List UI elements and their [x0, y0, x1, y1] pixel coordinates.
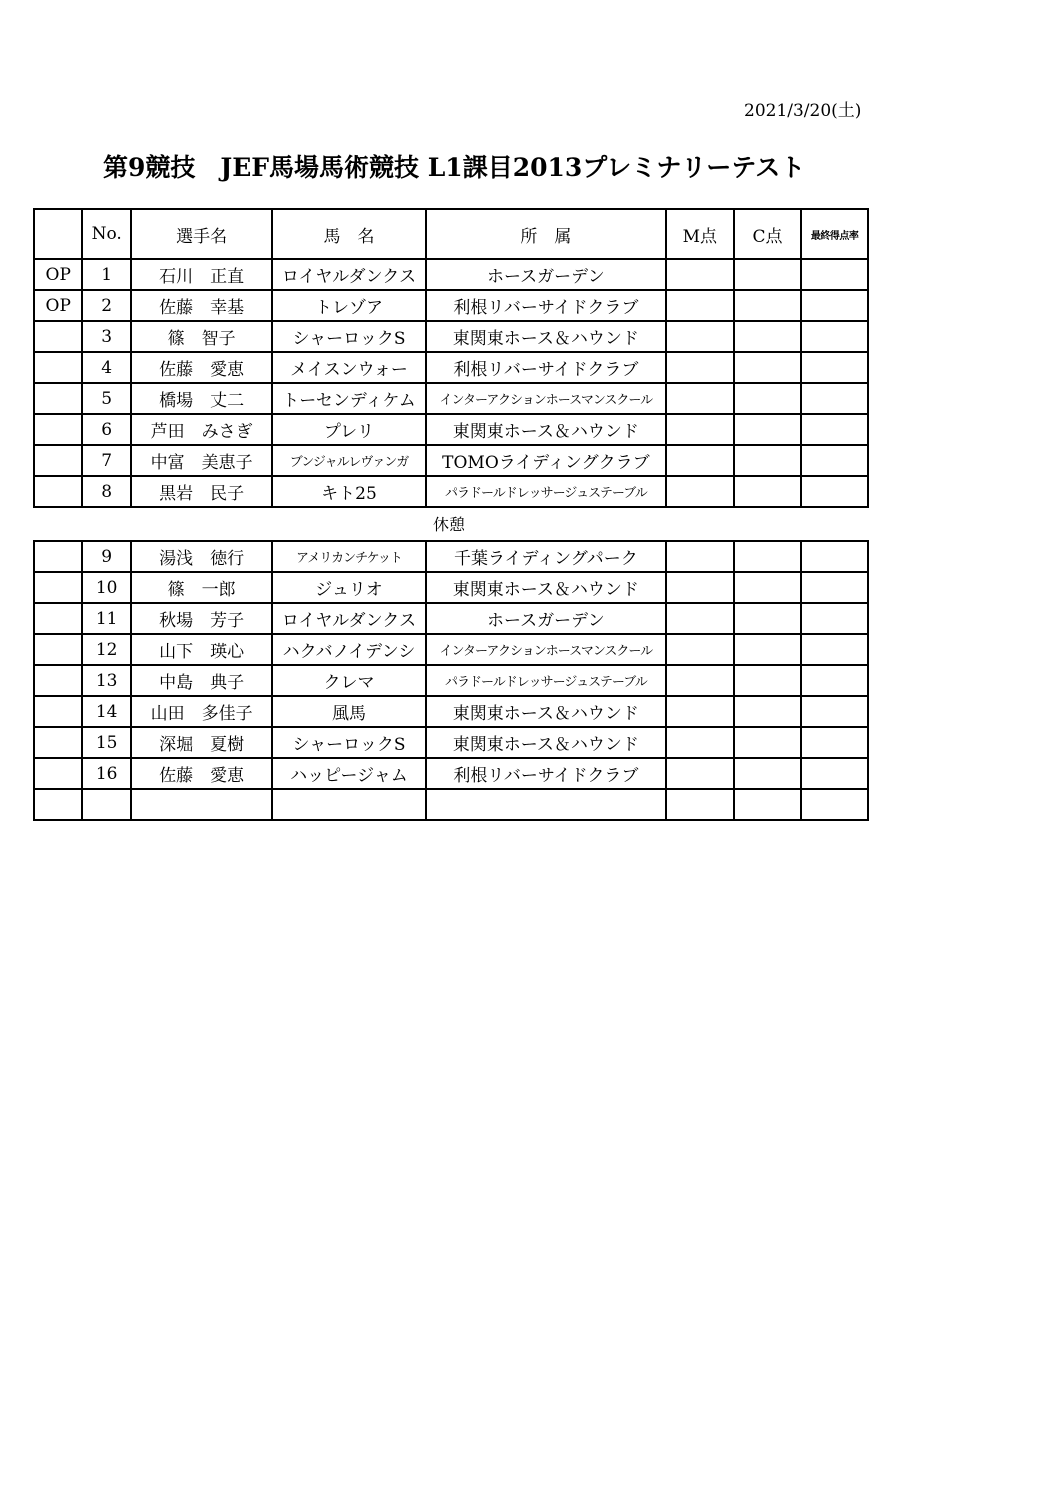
op-cell — [34, 634, 82, 665]
final-score-cell — [801, 696, 868, 727]
c-score-cell — [734, 758, 802, 789]
op-cell — [34, 603, 82, 634]
rider-cell: 芦田 みさぎ — [131, 414, 272, 445]
horse-cell: ハッピージャム — [272, 758, 425, 789]
horse-cell: トレゾア — [272, 290, 425, 321]
club-cell: パラドールドレッサージュステーブル — [426, 476, 666, 507]
horse-cell: メイスンウォー — [272, 352, 425, 383]
table-row — [34, 727, 868, 758]
final-score-cell — [801, 572, 868, 603]
rider-cell: 中島 典子 — [131, 665, 272, 696]
rider-cell: 山下 瑛心 — [131, 634, 272, 665]
m-score-cell — [666, 634, 734, 665]
break-label: 休憩 — [433, 515, 466, 534]
final-score-cell — [801, 634, 868, 665]
number-cell: 2 — [82, 290, 130, 321]
op-cell — [34, 321, 82, 352]
final-score-cell — [801, 789, 868, 820]
m-score-cell — [666, 290, 734, 321]
op-cell — [34, 696, 82, 727]
rider-cell: 黒岩 民子 — [131, 476, 272, 507]
horse-cell: シャーロックS — [272, 321, 425, 352]
c-score-cell — [734, 321, 802, 352]
op-cell — [34, 476, 82, 507]
number-cell: 6 — [82, 414, 130, 445]
rider-cell: 佐藤 愛恵 — [131, 758, 272, 789]
club-cell: 利根リバーサイドクラブ — [426, 758, 666, 789]
header-m-score: M点 — [666, 209, 734, 259]
club-cell: ホースガーデン — [426, 259, 666, 290]
table-row — [34, 321, 868, 352]
number-cell: 4 — [82, 352, 130, 383]
m-score-cell — [666, 758, 734, 789]
m-score-cell — [666, 665, 734, 696]
table-row — [34, 572, 868, 603]
table-row — [34, 383, 868, 414]
table-body-second-half — [34, 541, 868, 820]
number-cell: 13 — [82, 665, 130, 696]
number-cell: 14 — [82, 696, 130, 727]
op-cell — [34, 414, 82, 445]
number-cell: 8 — [82, 476, 130, 507]
horse-cell — [272, 789, 425, 820]
header-rider: 選手名 — [131, 209, 272, 259]
table-row — [34, 789, 868, 820]
rider-cell: 橋場 丈二 — [131, 383, 272, 414]
table-body-first-half — [34, 259, 868, 507]
c-score-cell — [734, 290, 802, 321]
table-row — [34, 541, 868, 572]
horse-cell: アメリカンチケット — [272, 541, 425, 572]
table-row — [34, 259, 868, 290]
horse-cell: ロイヤルダンクス — [272, 259, 425, 290]
header-no: No. — [82, 209, 130, 259]
table-row — [34, 696, 868, 727]
final-score-cell — [801, 321, 868, 352]
m-score-cell — [666, 414, 734, 445]
op-cell: OP — [34, 290, 82, 321]
table-row — [34, 414, 868, 445]
c-score-cell — [734, 696, 802, 727]
club-cell: 東関東ホース＆ハウンド — [426, 727, 666, 758]
c-score-cell — [734, 603, 802, 634]
horse-cell: キト25 — [272, 476, 425, 507]
m-score-cell — [666, 603, 734, 634]
final-score-cell — [801, 445, 868, 476]
header-final-score — [801, 209, 868, 259]
club-cell: ホースガーデン — [426, 603, 666, 634]
final-score-cell — [801, 541, 868, 572]
op-cell — [34, 383, 82, 414]
rider-cell: 秋場 芳子 — [131, 603, 272, 634]
m-score-cell — [666, 727, 734, 758]
horse-cell: ブンジャルレヴァンガ — [272, 445, 425, 476]
final-score-cell — [801, 259, 868, 290]
rider-cell: 佐藤 愛恵 — [131, 352, 272, 383]
m-score-cell — [666, 696, 734, 727]
rider-cell: 佐藤 幸基 — [131, 290, 272, 321]
m-score-cell — [666, 789, 734, 820]
op-cell — [34, 665, 82, 696]
number-cell: 15 — [82, 727, 130, 758]
club-cell: インターアクションホースマンスクール — [426, 634, 666, 665]
final-score-cell — [801, 758, 868, 789]
c-score-cell — [734, 383, 802, 414]
rider-cell: 中富 美恵子 — [131, 445, 272, 476]
horse-cell: 風馬 — [272, 696, 425, 727]
club-cell: TOMOライディングクラブ — [426, 445, 666, 476]
op-cell — [34, 445, 82, 476]
op-cell: OP — [34, 259, 82, 290]
number-cell: 10 — [82, 572, 130, 603]
page-title: 第9競技 JEF馬場馬術競技 L1課目2013プレミナリーテスト — [103, 153, 806, 182]
rider-cell — [131, 789, 272, 820]
rider-cell: 篠 一郎 — [131, 572, 272, 603]
op-cell — [34, 572, 82, 603]
header-op — [34, 209, 82, 259]
op-cell — [34, 541, 82, 572]
c-score-cell — [734, 445, 802, 476]
club-cell: 利根リバーサイドクラブ — [426, 352, 666, 383]
club-cell: パラドールドレッサージュステーブル — [426, 665, 666, 696]
number-cell: 5 — [82, 383, 130, 414]
op-cell — [34, 758, 82, 789]
table-row — [34, 352, 868, 383]
c-score-cell — [734, 259, 802, 290]
op-cell — [34, 727, 82, 758]
table-header-row — [34, 209, 868, 259]
c-score-cell — [734, 476, 802, 507]
final-score-cell — [801, 603, 868, 634]
event-date: 2021/3/20(土) — [744, 101, 862, 121]
c-score-cell — [734, 634, 802, 665]
horse-cell: ハクバノイデンシ — [272, 634, 425, 665]
club-cell: 東関東ホース＆ハウンド — [426, 572, 666, 603]
table-row — [34, 476, 868, 507]
c-score-cell — [734, 665, 802, 696]
rider-cell: 湯浅 徳行 — [131, 541, 272, 572]
table-row — [34, 445, 868, 476]
number-cell: 16 — [82, 758, 130, 789]
op-cell — [34, 789, 82, 820]
table-row — [34, 665, 868, 696]
number-cell: 1 — [82, 259, 130, 290]
m-score-cell — [666, 259, 734, 290]
number-cell: 9 — [82, 541, 130, 572]
horse-cell: シャーロックS — [272, 727, 425, 758]
m-score-cell — [666, 572, 734, 603]
rider-cell: 深堀 夏樹 — [131, 727, 272, 758]
m-score-cell — [666, 383, 734, 414]
final-score-cell — [801, 352, 868, 383]
rider-cell: 篠 智子 — [131, 321, 272, 352]
table-row — [34, 603, 868, 634]
club-cell: 東関東ホース＆ハウンド — [426, 696, 666, 727]
number-cell: 3 — [82, 321, 130, 352]
header-c-score: C点 — [734, 209, 802, 259]
final-score-cell — [801, 476, 868, 507]
number-cell — [82, 789, 130, 820]
m-score-cell — [666, 321, 734, 352]
horse-cell: クレマ — [272, 665, 425, 696]
c-score-cell — [734, 572, 802, 603]
c-score-cell — [734, 414, 802, 445]
final-score-cell — [801, 727, 868, 758]
club-cell — [426, 789, 666, 820]
horse-cell: ジュリオ — [272, 572, 425, 603]
table-row — [34, 634, 868, 665]
horse-cell: プレリ — [272, 414, 425, 445]
table-row — [34, 758, 868, 789]
final-score-label: 最終得点率 — [810, 231, 859, 242]
number-cell: 7 — [82, 445, 130, 476]
final-score-cell — [801, 414, 868, 445]
c-score-cell — [734, 727, 802, 758]
horse-cell: トーセンディケム — [272, 383, 425, 414]
c-score-cell — [734, 352, 802, 383]
number-cell: 11 — [82, 603, 130, 634]
op-cell — [34, 352, 82, 383]
table-row — [34, 290, 868, 321]
final-score-cell — [801, 290, 868, 321]
m-score-cell — [666, 541, 734, 572]
c-score-cell — [734, 789, 802, 820]
final-score-cell — [801, 665, 868, 696]
m-score-cell — [666, 445, 734, 476]
m-score-cell — [666, 352, 734, 383]
club-cell: 東関東ホース＆ハウンド — [426, 321, 666, 352]
club-cell: 千葉ライディングパーク — [426, 541, 666, 572]
club-cell: 東関東ホース＆ハウンド — [426, 414, 666, 445]
header-horse: 馬 名 — [272, 209, 425, 259]
final-score-cell — [801, 383, 868, 414]
header-club: 所 属 — [426, 209, 666, 259]
rider-cell: 山田 多佳子 — [131, 696, 272, 727]
horse-cell: ロイヤルダンクス — [272, 603, 425, 634]
start-list-table-first-half — [33, 208, 869, 508]
club-cell: 利根リバーサイドクラブ — [426, 290, 666, 321]
c-score-cell — [734, 541, 802, 572]
club-cell: インターアクションホースマンスクール — [426, 383, 666, 414]
start-list-table-second-half — [33, 540, 869, 821]
number-cell: 12 — [82, 634, 130, 665]
rider-cell: 石川 正直 — [131, 259, 272, 290]
m-score-cell — [666, 476, 734, 507]
